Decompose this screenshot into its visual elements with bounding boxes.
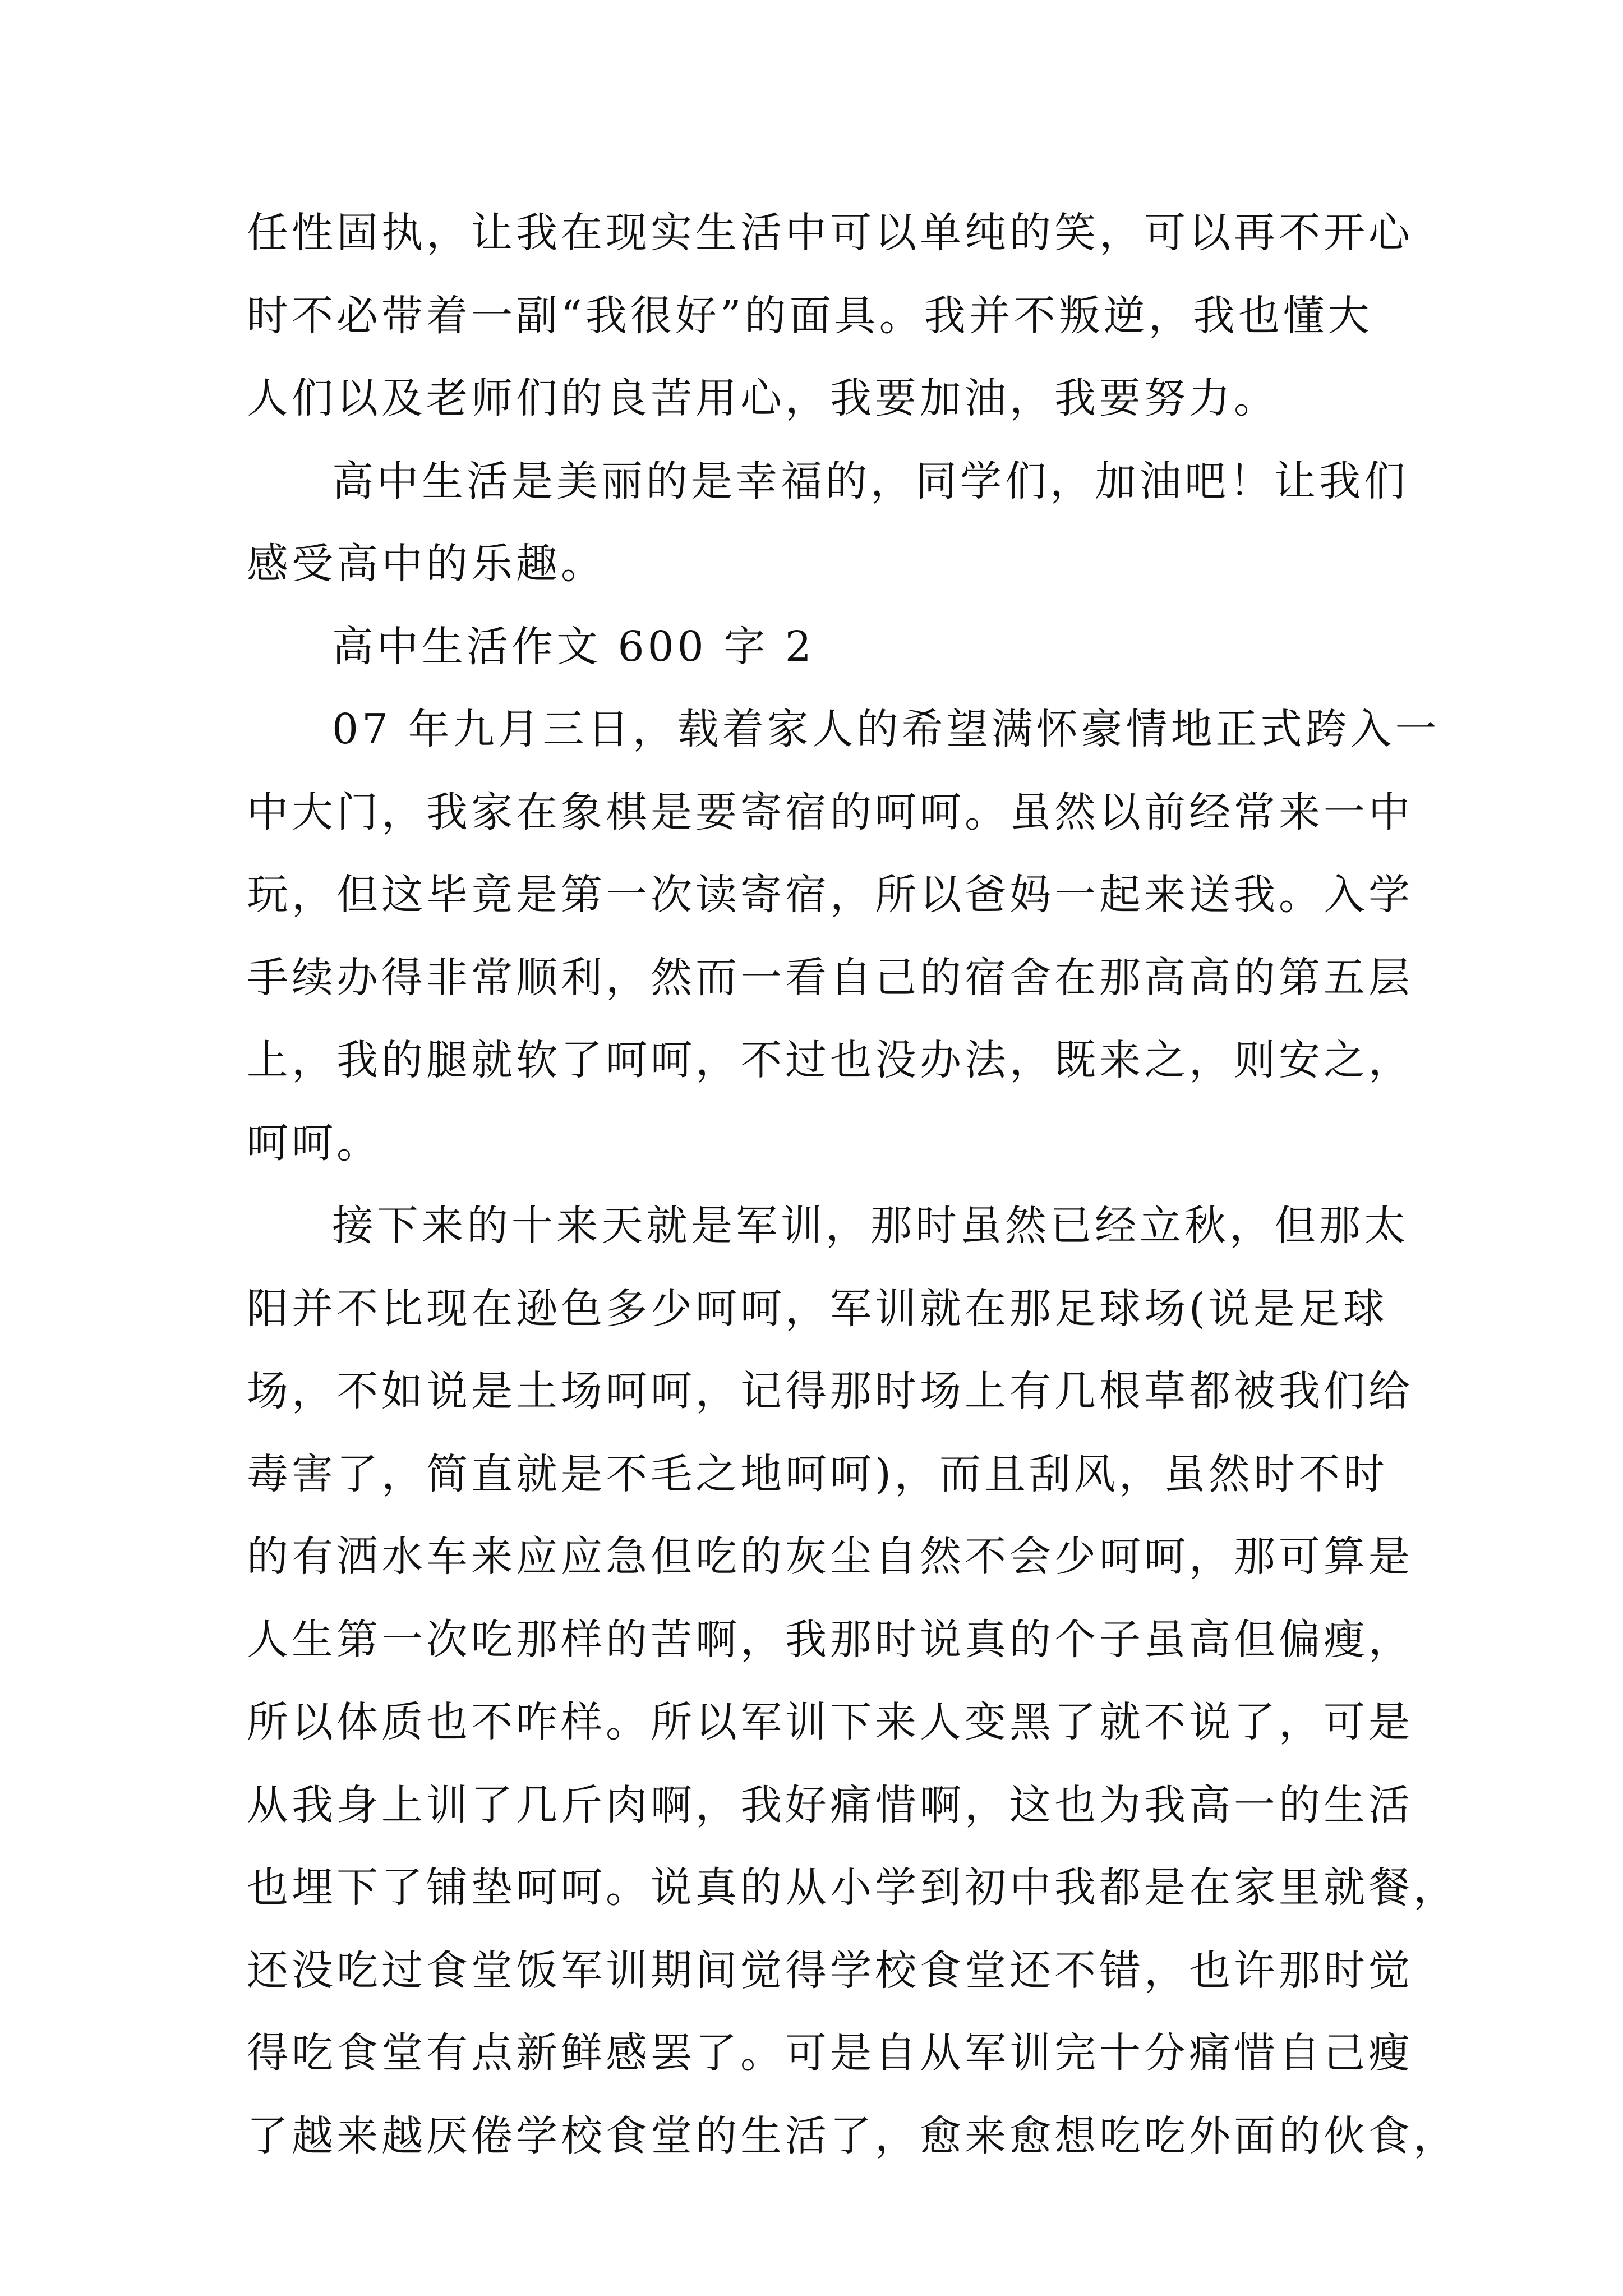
text-line: 的有洒水车来应应急但吃的灰尘自然不会少呵呵，那可算是 [247,1533,1413,1581]
paragraph-first-line: 高中生活是美丽的是幸福的，同学们，加油吧！让我们 [332,457,1409,505]
text-line: 上，我的腿就软了呵呵，不过也没办法，既来之，则安之， [247,1036,1413,1084]
text-line: 了越来越厌倦学校食堂的生活了，愈来愈想吃吃外面的伙食， [247,2112,1458,2160]
text-line: 人生第一次吃那样的苦啊，我那时说真的个子虽高但偏瘦， [247,1616,1413,1664]
text-line: 场，不如说是土场呵呵，记得那时场上有几根草都被我们给 [247,1367,1413,1415]
text-line: 也埋下了铺垫呵呵。说真的从小学到初中我都是在家里就餐， [247,1864,1458,1912]
paragraph-first-line: 07 年九月三日，载着家人的希望满怀豪情地正式跨入一 [332,705,1440,753]
text-line: 玩，但这毕竟是第一次读寄宿，所以爸妈一起来送我。入学 [247,871,1413,919]
text-line: 阳并不比现在逊色多少呵呵，军训就在那足球场(说是足球 [247,1285,1388,1333]
text-line: 手续办得非常顺利，然而一看自己的宿舍在那高高的第五层 [247,954,1413,1002]
text-line: 中大门，我家在象棋是要寄宿的呵呵。虽然以前经常来一中 [247,788,1413,836]
section-heading: 高中生活作文 600 字 2 [332,623,815,671]
text-line: 所以体质也不咋样。所以军训下来人变黑了就不说了，可是 [247,1698,1413,1746]
paragraph-first-line: 接下来的十来天就是军训，那时虽然已经立秋，但那太 [332,1202,1409,1250]
text-line: 人们以及老师们的良苦用心，我要加油，我要努力。 [247,374,1279,422]
text-line: 得吃食堂有点新鲜感罢了。可是自从军训完十分痛惜自己瘦 [247,2029,1413,2077]
text-line: 呵呵。 [247,1119,381,1167]
text-line: 毒害了，简直就是不毛之地呵呵)，而且刮风，虽然时不时 [247,1450,1388,1498]
text-line: 任性固执，让我在现实生活中可以单纯的笑，可以再不开心 [247,209,1413,257]
text-line: 从我身上训了几斤肉啊，我好痛惜啊，这也为我高一的生活 [247,1781,1413,1829]
text-line: 时不必带着一副“我很好”的面具。我并不叛逆，我也懂大 [247,292,1373,340]
text-line: 感受高中的乐趣。 [247,540,606,588]
text-line: 还没吃过食堂饭军训期间觉得学校食堂还不错，也许那时觉 [247,1947,1413,1995]
